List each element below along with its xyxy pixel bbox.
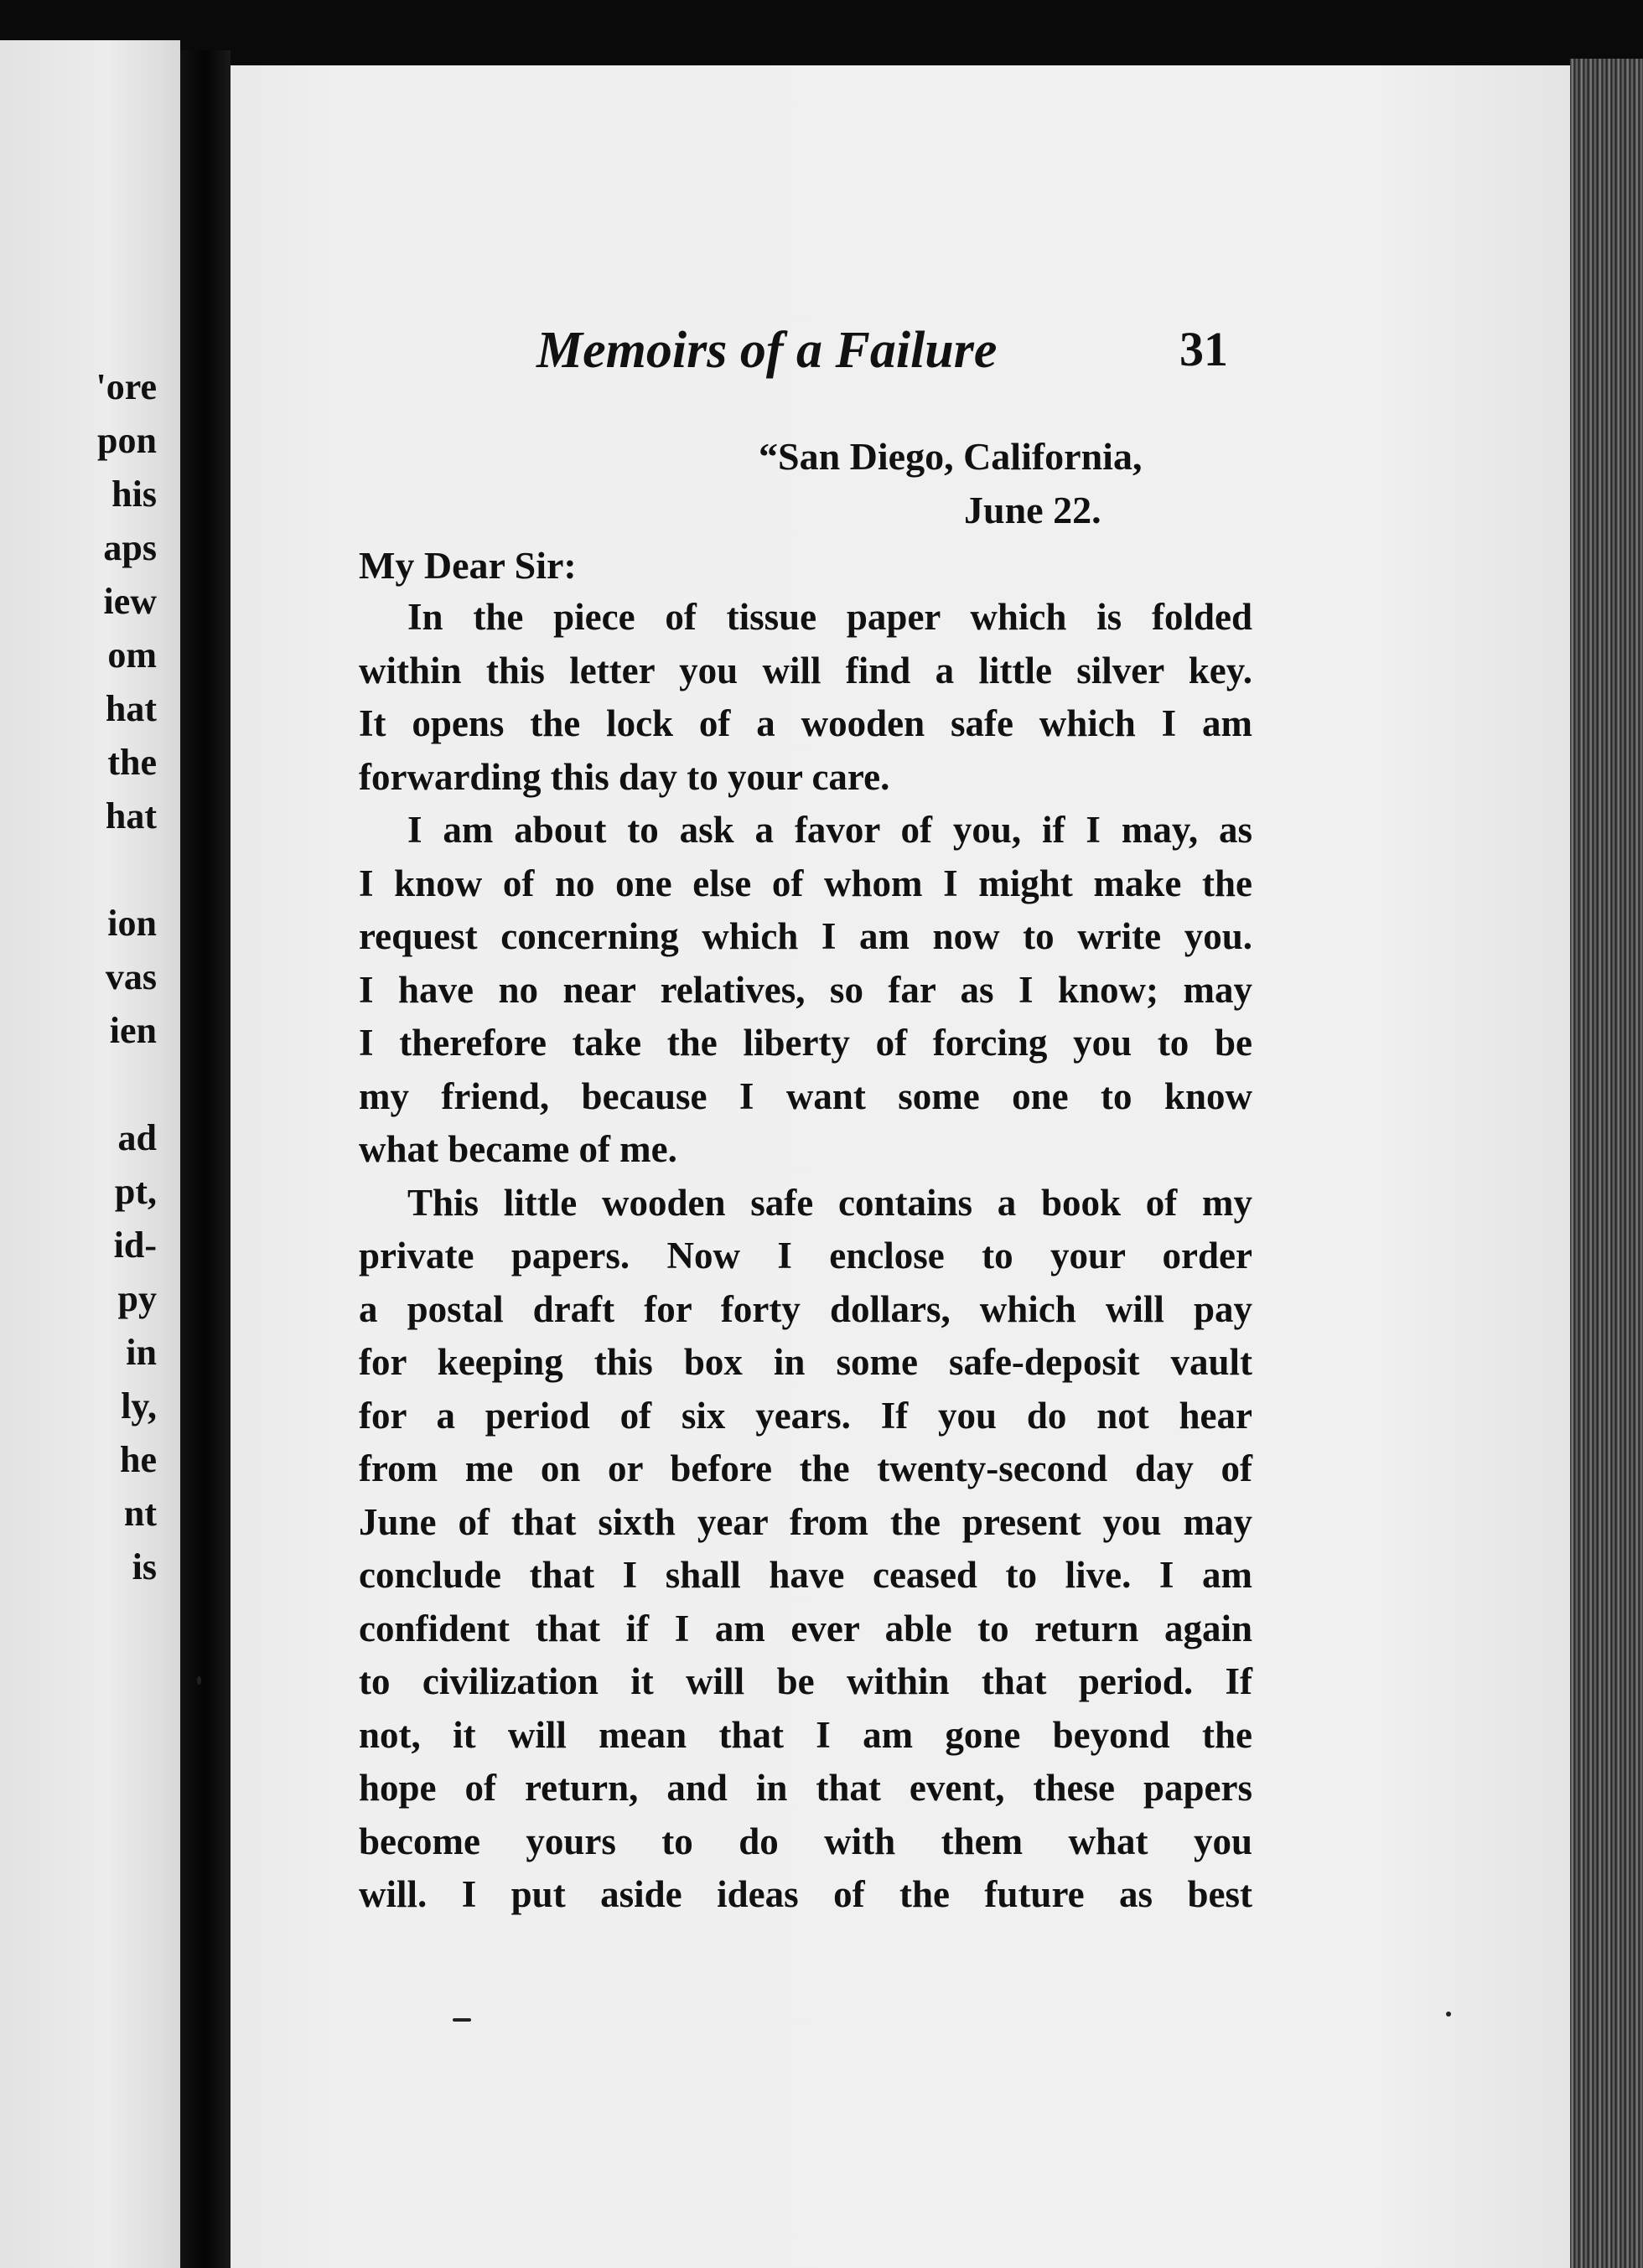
- scan-speck: [197, 1676, 201, 1685]
- text-line: This little wooden safe contains a book of my: [407, 1181, 1252, 1224]
- page-number: 31: [1179, 322, 1228, 376]
- fragment: id-: [113, 1225, 157, 1266]
- text-line: confident that if I am ever able to return again: [359, 1607, 1252, 1649]
- salutation: My Dear Sir:: [359, 544, 577, 587]
- fragment: ion: [107, 903, 157, 944]
- fragment: om: [107, 634, 157, 676]
- fragment: pon: [97, 420, 157, 461]
- text-line: within this letter you will find a little silver key.: [359, 649, 1252, 691]
- previous-page-edge: [0, 40, 180, 2268]
- text-line: for keeping this box in some safe-deposit vault: [359, 1341, 1252, 1383]
- fragment: nt: [123, 1493, 157, 1534]
- fragment: his: [111, 474, 157, 515]
- scan-speck: [453, 2018, 471, 2022]
- text-line: request concerning which I am now to write you.: [359, 915, 1252, 957]
- text-line: conclude that I shall have ceased to live. I am: [359, 1554, 1252, 1596]
- letter-body: [359, 591, 1252, 1922]
- text-line: for a period of six years. If you do not hear: [359, 1394, 1252, 1437]
- running-head: [231, 321, 1570, 396]
- text-line: In the piece of tissue paper which is folded: [407, 596, 1252, 638]
- text-line: It opens the lock of a wooden safe which I am: [359, 702, 1252, 744]
- fragment: is: [132, 1546, 157, 1587]
- text-line: a postal draft for forty dollars, which will pay: [359, 1287, 1252, 1330]
- fragment: ad: [117, 1117, 157, 1158]
- text-line: I have no near relatives, so far as I know; may: [359, 968, 1252, 1011]
- page-block-edges: [1570, 59, 1643, 2268]
- text-line: to civilization it will be within that period. If: [359, 1660, 1252, 1702]
- text-line: I know of no one else of whom I might make the: [359, 862, 1252, 904]
- fragment: ly,: [121, 1385, 157, 1427]
- fragment: in: [126, 1332, 157, 1373]
- text-line: not, it will mean that I am gone beyond the: [359, 1713, 1252, 1756]
- text-line: June of that sixth year from the present you may: [359, 1500, 1252, 1543]
- text-line: what became of me.: [359, 1128, 677, 1170]
- text-line: will. I put aside ideas of the future as best: [359, 1873, 1252, 1915]
- running-title: Memoirs of a Failure: [536, 322, 998, 379]
- text-line: private papers. Now I enclose to your order: [359, 1235, 1252, 1276]
- letter-place: “San Diego, California,: [759, 435, 1143, 478]
- fragment: aps: [103, 527, 157, 568]
- text-line: from me on or before the twenty-second day of: [359, 1447, 1252, 1489]
- fragment: iew: [103, 581, 157, 622]
- fragment: pt,: [114, 1171, 157, 1212]
- fragment: the: [107, 742, 157, 783]
- text-line: hope of return, and in that event, these papers: [359, 1767, 1252, 1809]
- letter-heading: [231, 434, 1570, 543]
- fragment: ien: [109, 1010, 157, 1051]
- fragment: hat: [105, 688, 157, 729]
- text-line: become yours to do with them what you: [359, 1820, 1252, 1862]
- fragment: py: [117, 1278, 157, 1319]
- fragment: hat: [105, 795, 157, 836]
- fragment: he: [120, 1439, 157, 1480]
- text-line: I therefore take the liberty of forcing you to be: [359, 1022, 1252, 1064]
- fragment: vas: [105, 956, 157, 997]
- text-line: my friend, because I want some one to know: [359, 1074, 1252, 1117]
- book-gutter: [180, 50, 231, 2268]
- text-line: forwarding this day to your care.: [359, 755, 890, 798]
- text-line: I am about to ask a favor of you, if I may, as: [407, 809, 1252, 851]
- letter-date: June 22.: [964, 489, 1101, 531]
- book-page: [231, 65, 1570, 2268]
- fragment: 'ore: [96, 366, 157, 407]
- scan-speck: [1446, 2012, 1451, 2017]
